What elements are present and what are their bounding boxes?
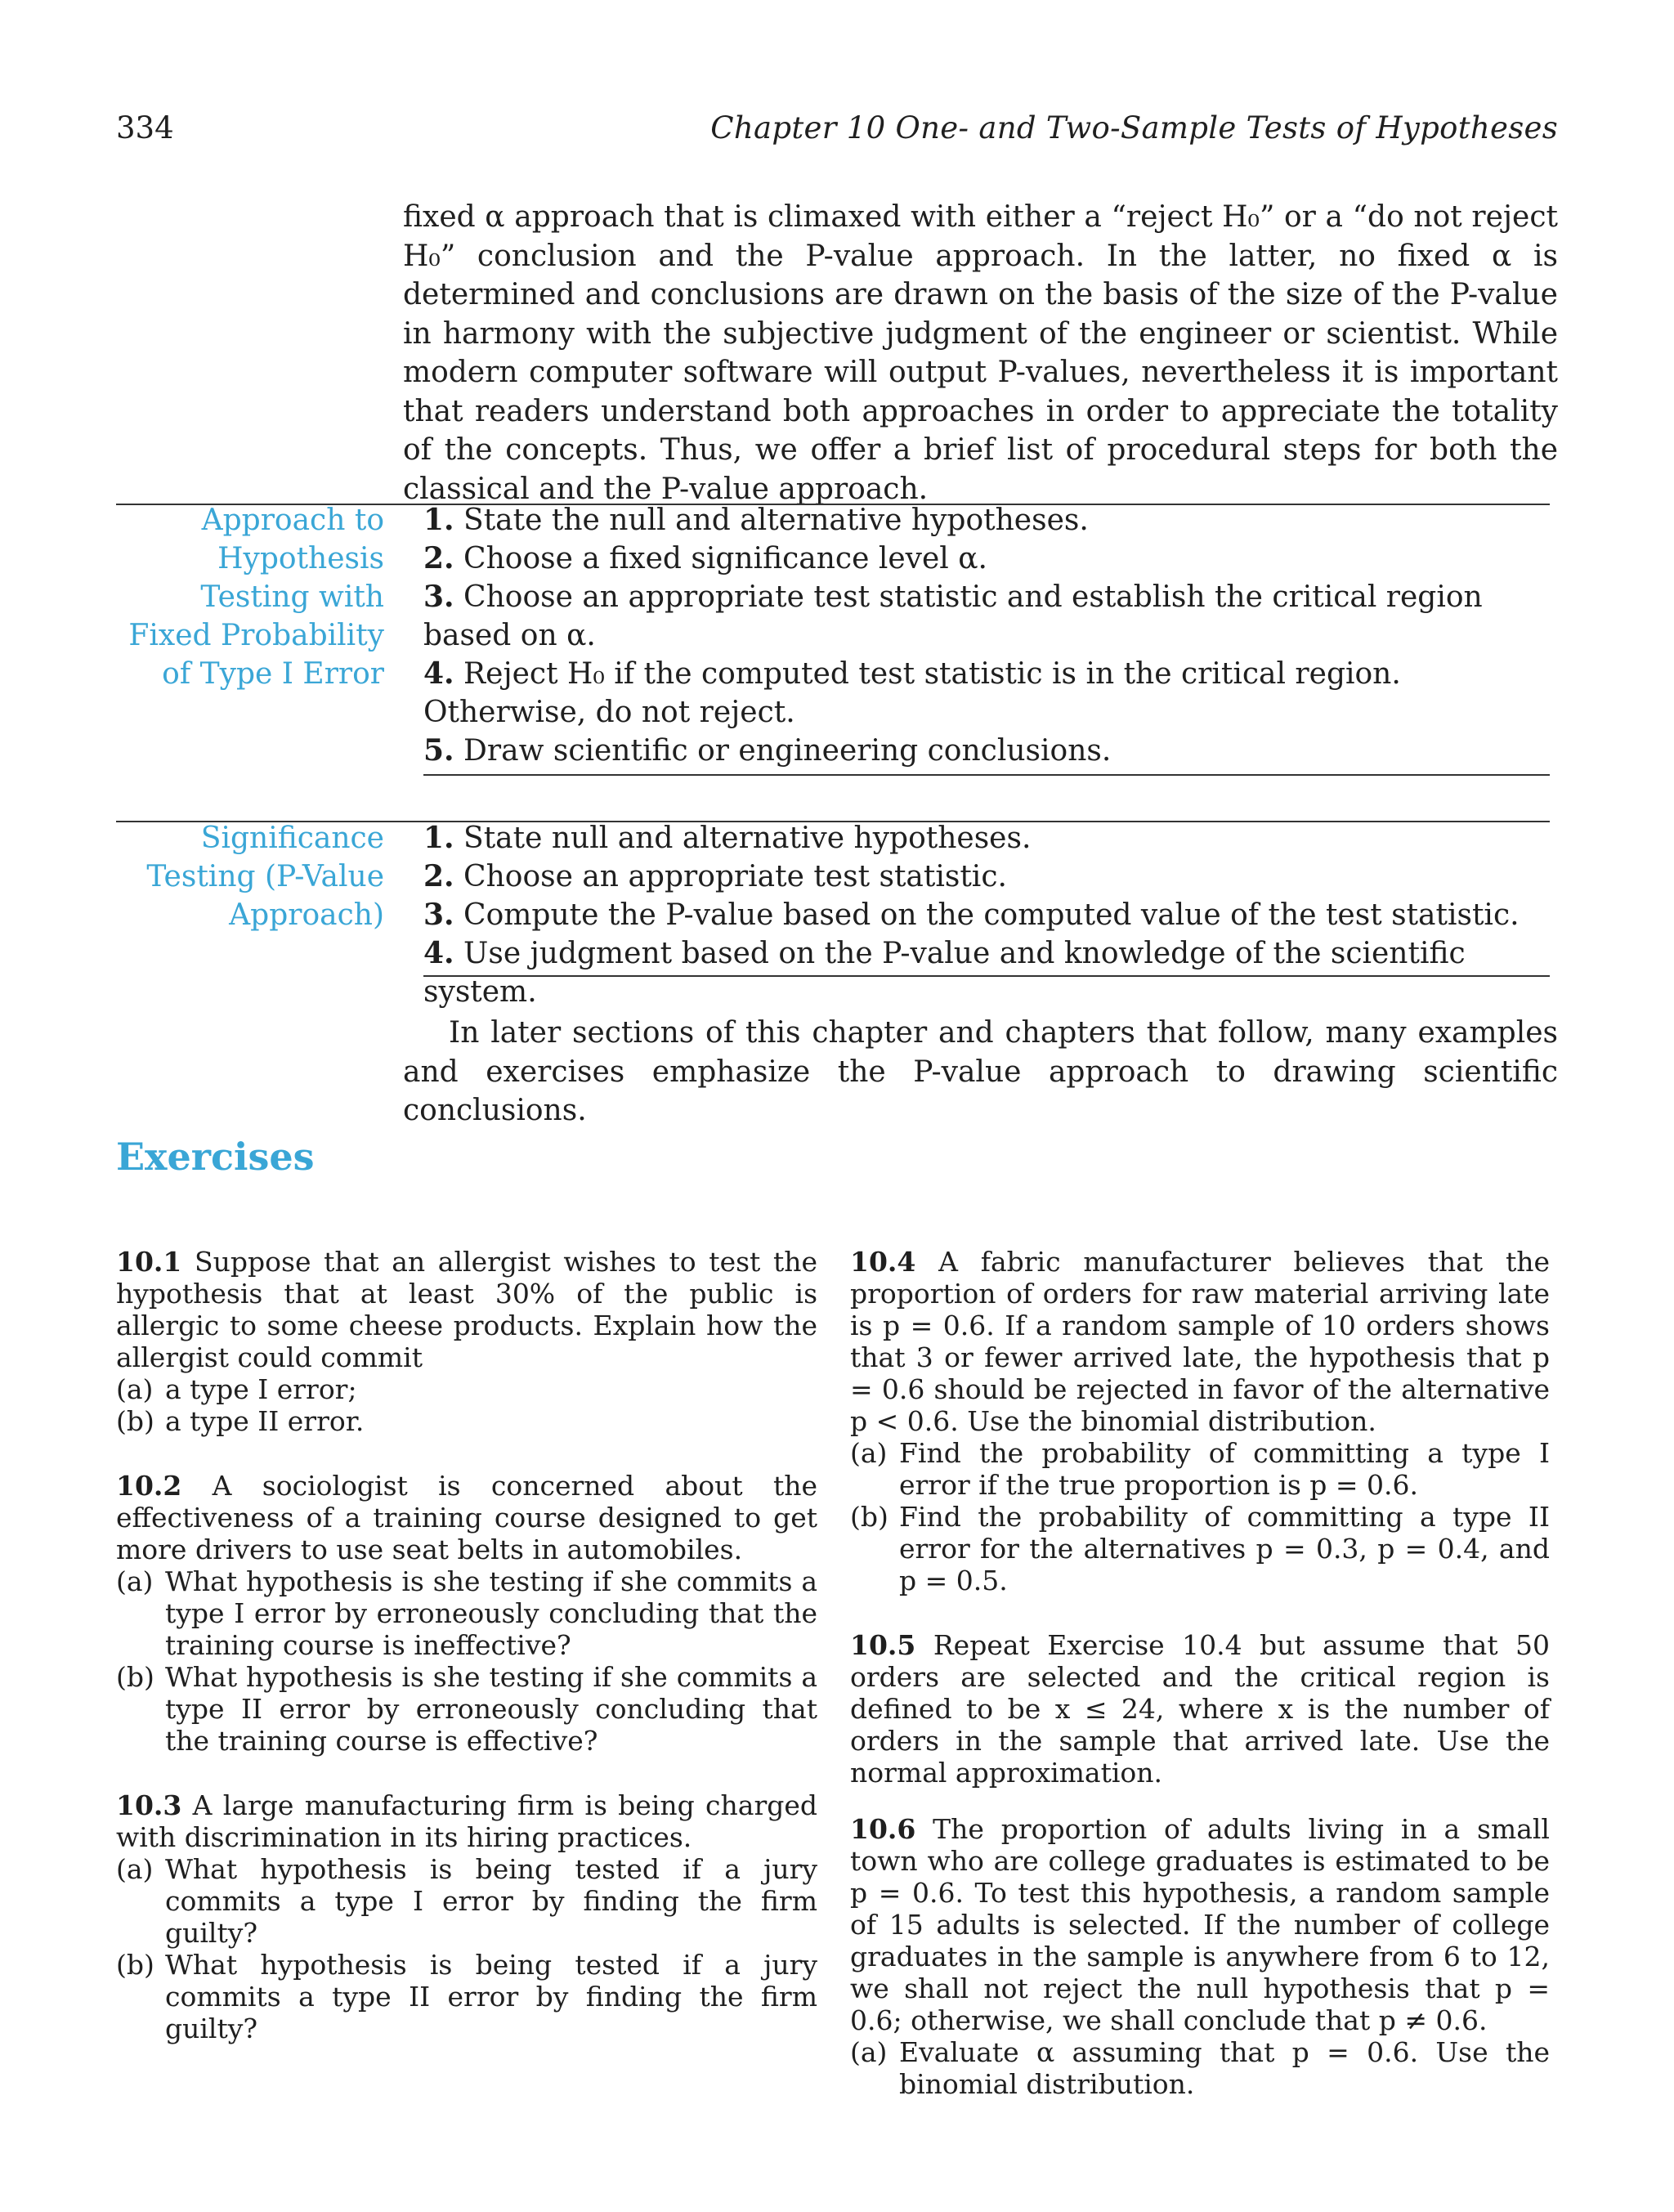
step-text: Choose an appropriate test statistic. (463, 860, 1007, 893)
margin-note-line: Approach) (229, 898, 384, 932)
step-item (423, 732, 1550, 770)
part-label: (a) (116, 1565, 154, 1597)
exercises-right-column (850, 1246, 1550, 2118)
part-label: (b) (116, 1661, 154, 1693)
exercise-text: Suppose that an allergist wishes to test the hypothesis that at least 30% of the public is allergic to some cheese products. Explain how the allergist could commit (116, 1246, 817, 1373)
closing-paragraph-text: In later sections of this chapter and chapters that follow, many examples and exercises emphasize the P-value approach to drawing scientific conclusions. (403, 1016, 1558, 1127)
margin-note-line: Testing with (200, 580, 384, 614)
step-text: Use judgment based on the P-value and knowledge of the scientific system. (423, 937, 1466, 1009)
exercise-statement (850, 1813, 1550, 2036)
intro-paragraph-text: fixed α approach that is climaxed with either a “reject H₀” or a “do not reject H₀” conclusion and the P-value approach. In the latter, no fixed α is determined and conclusions are drawn on the basis of the size of the P-value in harmony with the subjective judgment of the engineer or scientist. While modern computer software will output P-values, nevertheless it is important that readers understand both approaches in order to appreciate the totality of the concepts. Thus, we offer a brief list of procedural steps for both the classical and the P-value approach. (403, 200, 1558, 506)
step-item (423, 934, 1550, 1011)
exercise-text: Repeat Exercise 10.4 but assume that 50 orders are selected and the critical region is defined to be x ≤ 24, where x is the number of orders in the sample that arrived late. Use the normal approximation. (850, 1629, 1550, 1789)
step-number: 4. (423, 656, 454, 691)
exercise-item (116, 1470, 817, 1757)
closing-paragraph (403, 1014, 1558, 1131)
part-text: Find the probability of committing a type II error for the alternatives p = 0.3, p = 0.4, and p = 0.5. (899, 1501, 1550, 1596)
step-number: 3. (423, 580, 454, 614)
step-item (423, 896, 1550, 934)
chapter-title: Chapter 10 One- and Two-Sample Tests of Hypotheses (710, 110, 1558, 146)
exercise-statement (850, 1629, 1550, 1789)
margin-note-line: of Type I Error (162, 657, 384, 691)
margin-note-fixed-probability (116, 501, 384, 693)
part-text: What hypothesis is being tested if a jury commits a type I error by finding the firm guilty? (165, 1853, 817, 1949)
part-label: (b) (116, 1949, 154, 1981)
margin-note-line: Hypothesis (217, 542, 384, 575)
exercise-statement (850, 1246, 1550, 1437)
step-item (423, 819, 1550, 857)
margin-note-line: Fixed Probability (128, 619, 384, 652)
part-text: Find the probability of committing a type I error if the true proportion is p = 0.6. (899, 1437, 1550, 1501)
exercise-text: A fabric manufacturer believes that the proportion of orders for raw material arriving late is p = 0.6. If a random sample of 10 orders shows that 3 or fewer arrived late, the hypothesis that p = 0.6 should be rejected in favor of the alternative p < 0.6. Use the binomial distribution. (850, 1246, 1550, 1437)
exercise-part (116, 1405, 817, 1437)
significance-steps (423, 819, 1550, 1011)
exercise-part (116, 1949, 817, 2044)
part-label: (a) (850, 2036, 888, 2068)
part-label: (a) (116, 1853, 154, 1885)
step-item (423, 655, 1550, 732)
step-number: 2. (423, 859, 454, 893)
step-text: Reject H₀ if the computed test statistic is in the critical region. Otherwise, do not reject. (423, 657, 1401, 729)
exercise-text: A large manufacturing firm is being charged with discrimination in its hiring practices. (116, 1789, 817, 1853)
intro-paragraph (403, 198, 1558, 508)
exercise-statement (116, 1246, 817, 1373)
exercise-item (850, 1246, 1550, 1596)
exercise-text: A sociologist is concerned about the effectiveness of a training course designed to get more drivers to use seat belts in automobiles. (116, 1470, 817, 1565)
step-number: 3. (423, 898, 454, 932)
exercise-text: The proportion of adults living in a small town who are college graduates is estimated to be p = 0.6. To test this hypothesis, a random sample of 15 adults is selected. If the number of college graduates in the sample is anywhere from 6 to 12, we shall not reject the null hypothesis that p = 0.6; otherwise, we shall conclude that p ≠ 0.6. (850, 1813, 1550, 2036)
part-label: (b) (116, 1405, 154, 1437)
step-item (423, 540, 1550, 578)
exercise-number: 10.4 (850, 1246, 916, 1278)
step-text: State the null and alternative hypotheses. (463, 504, 1089, 537)
margin-note-significance (116, 819, 384, 934)
exercise-number: 10.1 (116, 1246, 182, 1278)
page-number: 334 (116, 110, 174, 146)
part-label: (a) (850, 1437, 888, 1469)
exercise-part (116, 1853, 817, 1949)
exercise-part (850, 1437, 1550, 1501)
exercise-part (850, 2036, 1550, 2100)
step-number: 1. (423, 821, 454, 855)
exercise-number: 10.3 (116, 1789, 182, 1821)
exercise-part (116, 1661, 817, 1757)
part-label: (b) (850, 1501, 888, 1533)
part-text: What hypothesis is being tested if a jury commits a type II error by finding the firm guilty? (165, 1949, 817, 2044)
step-number: 4. (423, 936, 454, 970)
part-text: a type I error; (165, 1373, 357, 1405)
exercise-statement (116, 1470, 817, 1565)
part-label: (a) (116, 1373, 154, 1405)
step-text: Compute the P-value based on the computed value of the test statistic. (463, 898, 1520, 932)
exercise-part (116, 1565, 817, 1661)
box-bottom-rule (423, 975, 1550, 977)
step-item (423, 501, 1550, 540)
exercise-statement (116, 1789, 817, 1853)
part-text: What hypothesis is she testing if she commits a type I error by erroneously concluding that the training course is ineffective? (165, 1565, 817, 1661)
fixed-probability-steps (423, 501, 1550, 770)
part-text: a type II error. (165, 1405, 365, 1437)
step-number: 5. (423, 733, 454, 768)
box-bottom-rule (423, 774, 1550, 776)
part-text: What hypothesis is she testing if she commits a type II error by erroneously concluding that the training course is effective? (165, 1661, 817, 1757)
exercise-number: 10.5 (850, 1629, 916, 1661)
exercise-item (850, 1813, 1550, 2100)
step-item (423, 857, 1550, 896)
step-text: Draw scientific or engineering conclusions. (463, 734, 1112, 768)
step-text: Choose a fixed significance level α. (463, 542, 987, 575)
exercise-part (850, 1501, 1550, 1596)
step-number: 1. (423, 503, 454, 537)
exercise-part (116, 1373, 817, 1405)
exercise-number: 10.2 (116, 1470, 182, 1502)
margin-note-line: Testing (P-Value (146, 860, 384, 893)
step-number: 2. (423, 541, 454, 575)
margin-note-line: Significance (200, 822, 384, 855)
step-text: State null and alternative hypotheses. (463, 822, 1032, 855)
exercises-left-column (116, 1246, 817, 2062)
exercise-number: 10.6 (850, 1813, 916, 1845)
exercise-item (116, 1246, 817, 1437)
exercise-item (116, 1789, 817, 2044)
exercises-heading: Exercises (116, 1135, 315, 1179)
step-text: Choose an appropriate test statistic and establish the critical region based on α. (423, 580, 1483, 652)
part-text: Evaluate α assuming that p = 0.6. Use the binomial distribution. (899, 2036, 1550, 2100)
step-item (423, 578, 1550, 655)
margin-note-line: Approach to (201, 504, 384, 537)
exercise-item (850, 1629, 1550, 1789)
